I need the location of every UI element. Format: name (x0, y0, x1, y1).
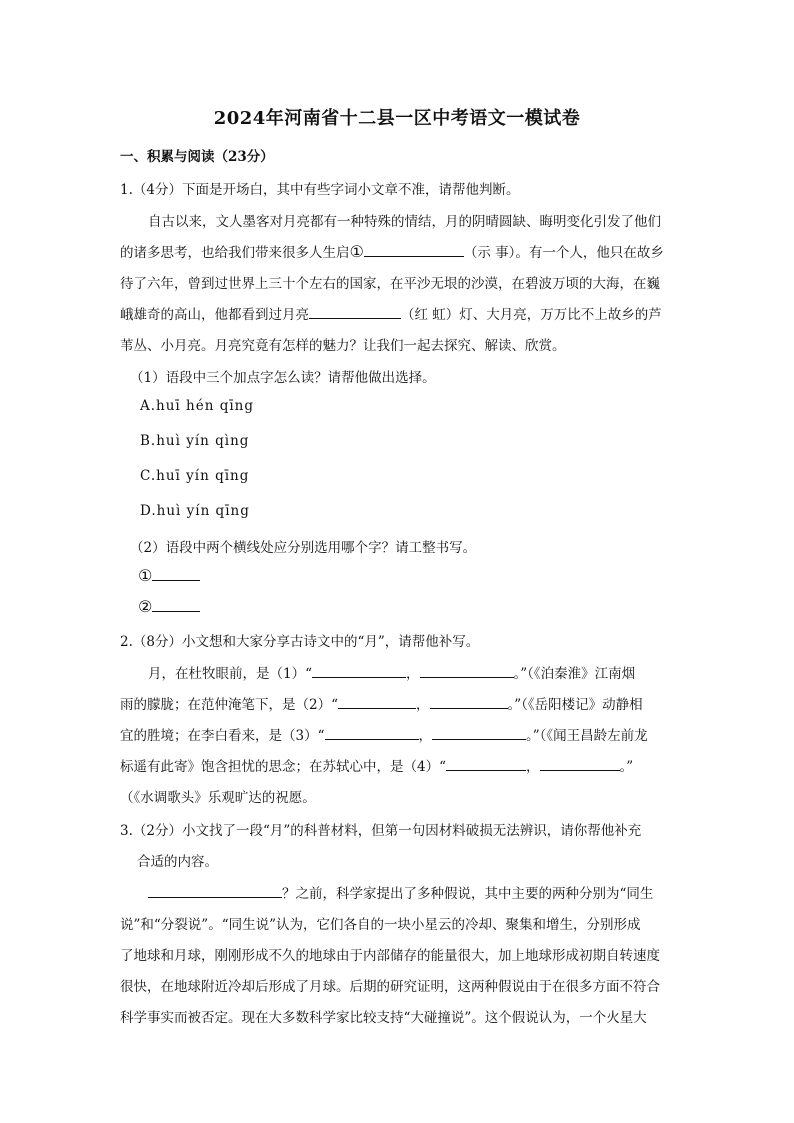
passage-text: 标遥有此寄》饱含担忧的思念；在苏轼心中，是（4）“ (120, 759, 446, 775)
answer-blank[interactable] (364, 242, 464, 257)
passage-line: 说”和“分裂说”。“同生说”认为，它们各自的一块小星云的冷却、聚集和增生，分别形成 (120, 917, 641, 933)
passage-line (120, 693, 680, 713)
answer-blank[interactable] (152, 566, 200, 581)
option-d[interactable]: D.huì yín qīng (140, 503, 250, 519)
passage-text: 峨雄奇的高山，他都看到过月亮 (120, 307, 309, 323)
passage-text: 雨的朦胧；在范仲淹笔下，是（2）“ (120, 697, 338, 713)
passage-text: ， (406, 666, 420, 682)
passage-text: ？之前，科学家提出了多种假说，其中主要的两种分别为“同生 (282, 886, 654, 902)
passage-text: 。”（《泊秦淮》江南烟 (513, 666, 636, 682)
option-b[interactable]: B.huì yín qìng (140, 433, 250, 449)
passage-text: 月，在杜牧眼前，是（1）“ (148, 666, 312, 682)
section-heading: 一、积累与阅读（23分） (120, 149, 274, 165)
answer-line-1 (138, 566, 698, 585)
passage-text: 。”（《岳阳楼记》动静相 (507, 697, 643, 713)
answer-blank[interactable] (312, 663, 406, 678)
passage-text: 。”（《闻王昌龄左前龙 (526, 728, 648, 744)
passage-text: （示 事）。有一个人，他只在故乡 (463, 245, 664, 261)
answer-blank[interactable] (430, 694, 508, 709)
passage-text: 。” (619, 759, 634, 775)
passage-line: 很快，在地球附近冷却后形成了月球。后期的研究证明，这两种假说由于在很多方面不符合 (120, 979, 660, 995)
sub-question-1: （1）语段中三个加点字怎么读？请帮他做出选择。 (130, 370, 436, 386)
question-1-stem: 1.（4分）下面是开场白，其中有些字词小文章不准，请帮他判断。 (120, 182, 520, 198)
answer-blank[interactable] (325, 725, 419, 740)
option-c[interactable]: C.huī yín qīng (140, 468, 250, 484)
passage-line: 苇丛、小月亮。月亮究竟有怎样的魅力？让我们一起去探究、解读、欣赏。 (120, 338, 566, 354)
answer-blank[interactable] (309, 304, 401, 319)
passage-text: ， (416, 697, 430, 713)
passage-line (120, 303, 680, 323)
page-title: 2024年河南省十二县一区中考语文一模试卷 (213, 108, 581, 129)
passage-line (148, 662, 708, 682)
question-2-stem: 2.（8分）小文想和大家分享古诗文中的“月”，请帮他补写。 (120, 634, 480, 650)
passage-line: 了地球和月球，刚刚形成不久的地球由于内部储存的能量很大，加上地球形成初期自转速度 (120, 948, 660, 964)
answer-blank[interactable] (338, 694, 416, 709)
answer-blank[interactable] (420, 663, 514, 678)
blank-marker: ① (349, 242, 364, 261)
passage-line: 待了六年，曾到过世界上三十个左右的国家，在平沙无垠的沙漠，在碧波万顷的大海，在巍 (120, 276, 660, 292)
answer-blank[interactable] (446, 756, 526, 771)
question-3-stem-cont: 合适的内容。 (137, 854, 218, 870)
passage-line: 科学事实而被否定。现在大多数科学家比较支持“大碰撞说”。这个假说认为，一个火星大 (120, 1010, 647, 1026)
sub-question-2: （2）语段中两个横线处应分别选用哪个字？请工整书写。 (130, 540, 477, 556)
passage-text: 的诸多思考，也给我们带来很多人生启 (120, 245, 350, 261)
passage-text: ， (526, 759, 540, 775)
passage-text: ， (418, 728, 432, 744)
passage-line (120, 724, 680, 744)
passage-text: 宜的胜境；在李白看来，是（3）“ (120, 728, 325, 744)
circle-number: ① (138, 566, 153, 585)
passage-line: 自古以来，文人墨客对月亮都有一种特殊的情结，月的阴晴圆缺、晦明变化引发了他们 (148, 214, 661, 230)
circle-number: ② (138, 597, 153, 616)
answer-blank[interactable] (152, 597, 200, 612)
answer-blank[interactable] (540, 756, 620, 771)
option-a[interactable]: A.huī hén qīng (140, 398, 255, 414)
answer-line-2 (138, 597, 698, 616)
passage-line: （《水调歌头》乐观旷达的祝愿。 (120, 790, 316, 806)
question-3-stem: 3.（2分）小文找了一段“月”的科普材料，但第一句因材料破损无法辨识，请你帮他补充 (120, 823, 642, 839)
passage-text: （红 虹）灯、大月亮，万万比不上故乡的芦 (401, 307, 662, 323)
passage-line (120, 755, 680, 775)
passage-line (148, 882, 708, 902)
answer-blank[interactable] (148, 883, 282, 898)
passage-line (120, 241, 680, 261)
answer-blank[interactable] (432, 725, 526, 740)
